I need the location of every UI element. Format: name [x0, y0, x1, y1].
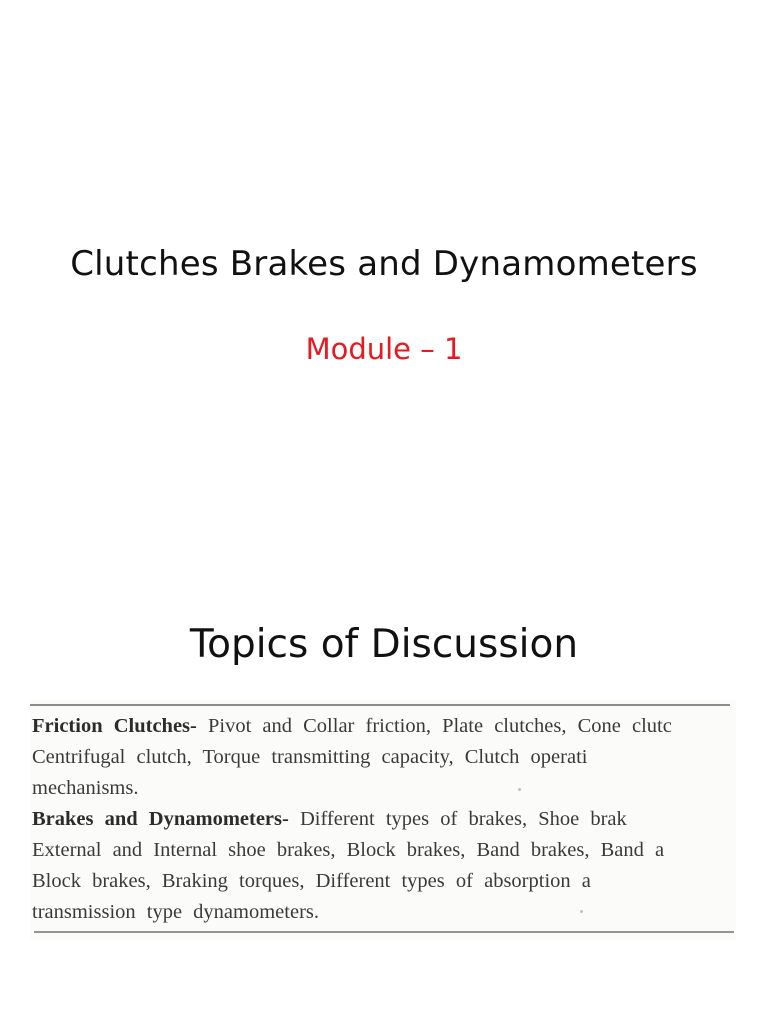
scan-speck	[518, 788, 521, 791]
topics-heading: Topics of Discussion	[189, 622, 579, 667]
friction-clutches-heading: Friction Clutches-	[32, 715, 197, 737]
syllabus-line-6: Block brakes, Braking torques, Different types of absorption a	[32, 870, 591, 892]
syllabus-line-5: External and Internal shoe brakes, Block brakes, Band brakes, Band a	[32, 839, 665, 861]
syllabus-line-2: Centrifugal clutch, Torque transmitting capacity, Clutch operati	[32, 746, 588, 768]
scan-top-border	[30, 704, 730, 706]
syllabus-text	[32, 711, 736, 928]
syllabus-scan-image	[30, 700, 736, 940]
brakes-dynamometers-text: Different types of brakes, Shoe brak	[288, 808, 627, 830]
syllabus-line-7: transmission type dynamometers.	[32, 901, 319, 923]
syllabus-line-1	[32, 711, 736, 742]
module-subtitle: Module – 1	[305, 332, 463, 366]
scan-speck	[580, 910, 583, 913]
syllabus-line-4	[32, 804, 736, 835]
syllabus-line-3: mechanisms.	[32, 777, 139, 799]
slide-title: Clutches Brakes and Dynamometers	[70, 244, 698, 284]
brakes-dynamometers-heading: Brakes and Dynamometers-	[32, 808, 289, 830]
friction-clutches-text: Pivot and Collar friction, Plate clutches, Cone clutc	[196, 715, 672, 737]
scan-bottom-border	[34, 931, 734, 933]
